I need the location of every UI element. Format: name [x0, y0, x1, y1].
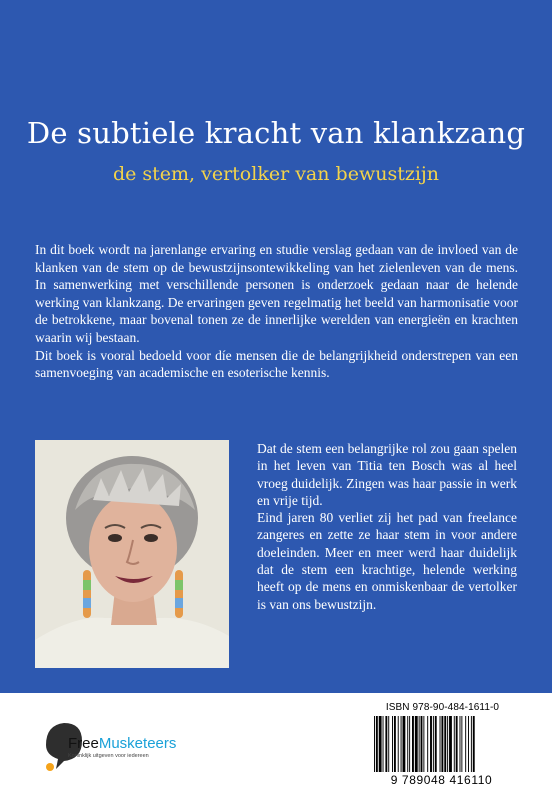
publisher-name-part1: Free: [68, 735, 99, 752]
author-bio: [257, 440, 517, 613]
barcode-bar: [379, 716, 382, 772]
barcode-bar: [407, 716, 408, 772]
barcode-bar: [415, 716, 418, 772]
barcode-bar: [454, 716, 455, 772]
barcode-bar: [465, 716, 466, 772]
book-description: [35, 241, 518, 382]
description-paragraph: In dit boek wordt na jarenlange ervaring en studie verslag gedaan van de invloed van de klanken van de stem op de bewustzijnsontewikkeling van het zielenleven van de mens. In samenwerking met verschillende personen is onderzoek gedaan naar de helende werking van klankzang. De ervaringen geven regelmatig het beeld van harmonisatie voor de betrokkene, maar bovenal tonen ze de innerlijke werelden van energieën en krachten waarin wij bestaan.: [35, 242, 518, 345]
barcode-bar: [440, 716, 441, 772]
barcode-bar: [460, 716, 461, 772]
barcode-bar: [473, 716, 475, 772]
barcode-bar: [468, 716, 469, 772]
barcode-bar: [456, 716, 458, 772]
barcode-bar: [394, 716, 396, 772]
barcode-bar: [447, 716, 448, 772]
bio-paragraph: Eind jaren 80 verliet zij het pad van freelance zangeres en zette ze haar stem in voor andere doeleinden. Meer en meer werd haar duidelijk dat de stem een krachtige, helende werking heeft op de mens en onmiskenbaar de vertolker is van ons bewustzijn.: [257, 510, 517, 612]
publisher-tagline: Koninklijk uitgeven voor iedereen: [68, 753, 149, 759]
barcode-bar: [376, 716, 378, 772]
barcode-bar: [427, 716, 428, 772]
barcode-bar: [401, 716, 402, 772]
barcode-bar: [419, 716, 420, 772]
barcode-bar: [433, 716, 434, 772]
barcode-bar: [412, 716, 414, 772]
barcode-bar: [374, 716, 375, 772]
isbn-label: ISBN 978-90-484-1611-0: [385, 702, 500, 713]
publisher-name: [68, 735, 176, 752]
barcode-bar: [441, 716, 443, 772]
barcode-bar: [392, 716, 393, 772]
barcode: [372, 716, 513, 772]
barcode-digits: 9 789048 416110: [390, 773, 493, 787]
barcode-bar: [435, 716, 437, 772]
barcode-bar: [461, 716, 462, 772]
barcode-bar: [403, 716, 406, 772]
bio-paragraph: Dat de stem een belangrijke rol zou gaan spelen in het leven van Titia ten Bosch was al heel vroeg duidelijk. Zingen was haar passie in werk en vrije tijd.: [257, 441, 517, 508]
book-title: De subtiele kracht van klankzang: [26, 116, 526, 150]
barcode-bar: [409, 716, 410, 772]
author-photo: [35, 440, 229, 668]
barcode-bar: [385, 716, 387, 772]
barcode-bar: [398, 716, 399, 772]
barcode-bar: [444, 716, 446, 772]
book-subtitle: de stem, vertolker van bewustzijn: [112, 163, 440, 185]
barcode-bar: [449, 716, 452, 772]
barcode-bar: [388, 716, 389, 772]
publisher-name-part2: Musketeers: [98, 735, 177, 752]
barcode-bar: [430, 716, 432, 772]
barcode-bar: [423, 716, 424, 772]
description-paragraph: Dit boek is vooral bedoeld voor díe mensen die de belangrijkheid onderstrepen van een samenvoeging van academische en esoterische kennis.: [35, 347, 518, 381]
barcode-bar: [421, 716, 423, 772]
barcode-bar: [383, 716, 384, 772]
barcode-bar: [471, 716, 472, 772]
